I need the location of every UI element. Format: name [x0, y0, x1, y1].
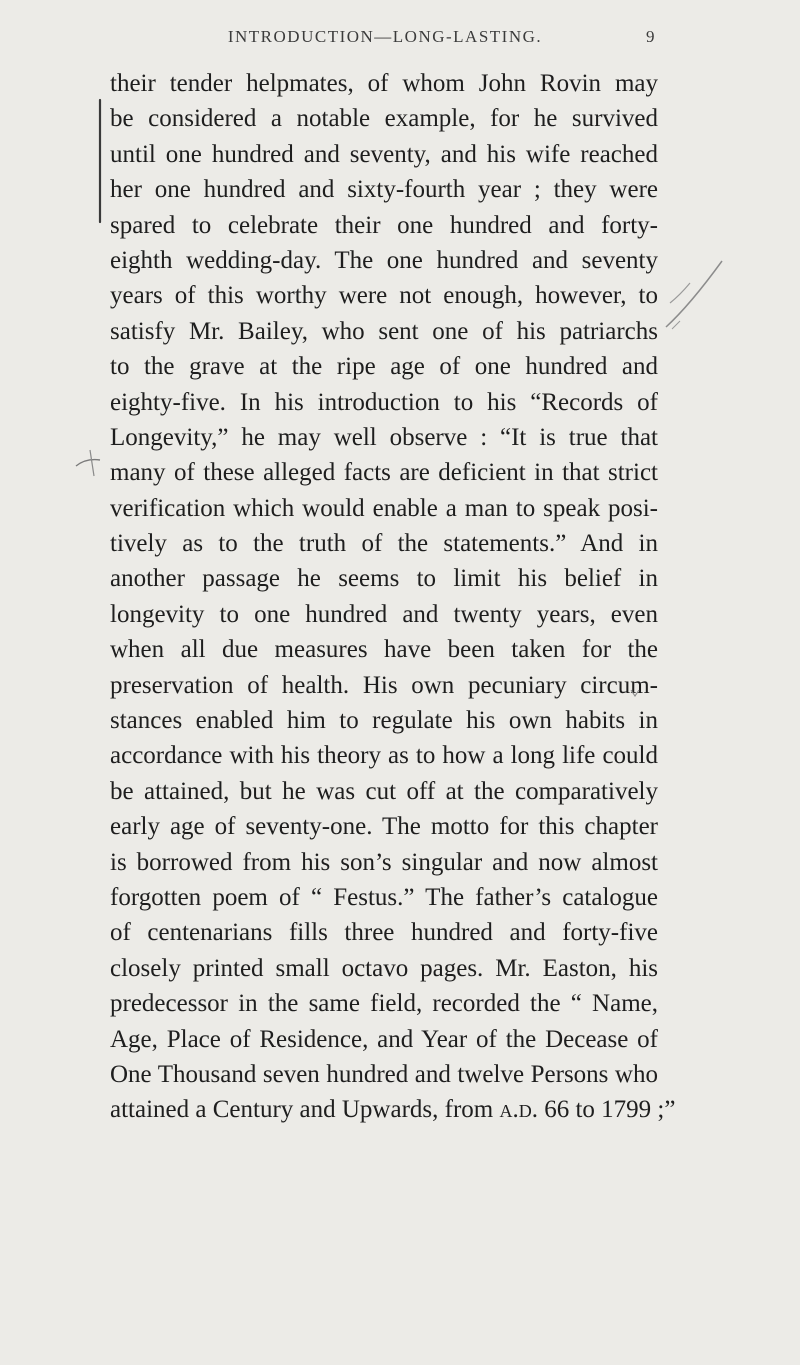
- text-line-last: [110, 1092, 676, 1127]
- text-line: Longevity,” he may well observe : “It is true that: [110, 423, 658, 451]
- text-line: tively as to the truth of the statements.” And in: [110, 530, 658, 558]
- text-line: when all due measures have been taken for the: [110, 636, 658, 664]
- text-line: forgotten poem of “ Festus.” The father’s catalogue: [110, 883, 658, 911]
- text-line: stances enabled him to regulate his own habits in: [110, 707, 658, 735]
- text-line: of centenarians fills three hundred and forty-five: [110, 919, 658, 947]
- text-line: be attained, but he was cut off at the comparatively: [110, 777, 658, 805]
- text-line: their tender helpmates, of whom John Rovin may: [110, 70, 658, 97]
- text-line: predecessor in the same field, recorded the “ Name,: [110, 990, 658, 1018]
- margin-pencil-mark-icon: [94, 96, 106, 226]
- text-line: to the grave at the ripe age of one hundred and: [110, 353, 658, 381]
- text-line: verification which would enable a man to speak posi-: [110, 494, 658, 522]
- text-line: preservation of health. His own pecuniary circum-: [110, 671, 658, 699]
- text-line: years of this worthy were not enough, however, to: [110, 282, 658, 310]
- text-line: be considered a notable example, for he survived: [110, 105, 658, 133]
- margin-pencil-tick-icon: [72, 446, 112, 482]
- text-line: Age, Place of Residence, and Year of the Decease of: [110, 1025, 658, 1053]
- body-text: [110, 66, 676, 1128]
- era-abbreviation: a.d.: [499, 1096, 538, 1124]
- text-line: closely printed small octavo pages. Mr. Easton, his: [110, 954, 658, 982]
- text-line: until one hundred and seventy, and his wife reached: [110, 140, 658, 168]
- page-number: 9: [646, 27, 655, 46]
- page-header: [0, 27, 800, 53]
- text-line: her one hundred and sixty-fourth year ; they were: [110, 176, 658, 204]
- text-line: satisfy Mr. Bailey, who sent one of his patriarchs: [110, 317, 658, 345]
- last-line-before: attained a Century and Upwards, from: [110, 1096, 500, 1124]
- text-line: early age of seventy-one. The motto for this chapter: [110, 813, 658, 841]
- text-line: many of these alleged facts are deficient in that strict: [110, 459, 658, 487]
- text-line: another passage he seems to limit his belief in: [110, 565, 658, 593]
- text-line: accordance with his theory as to how a long life could: [110, 742, 658, 770]
- text-line: One Thousand seven hundred and twelve Persons who: [110, 1060, 658, 1088]
- text-line: eighty-five. In his introduction to his “Records of: [110, 388, 658, 416]
- text-line: spared to celebrate their one hundred and forty-: [110, 211, 658, 239]
- last-line-after: 66 to 1799 ;”: [537, 1096, 676, 1124]
- running-head: INTRODUCTION—LONG-LASTING.: [227, 27, 543, 46]
- margin-pencil-stroke-icon: [660, 255, 740, 335]
- text-line: is borrowed from his son’s singular and now almost: [110, 848, 658, 876]
- text-line: longevity to one hundred and twenty years, even: [110, 600, 658, 628]
- text-line: eighth wedding-day. The one hundred and seventy: [110, 246, 658, 274]
